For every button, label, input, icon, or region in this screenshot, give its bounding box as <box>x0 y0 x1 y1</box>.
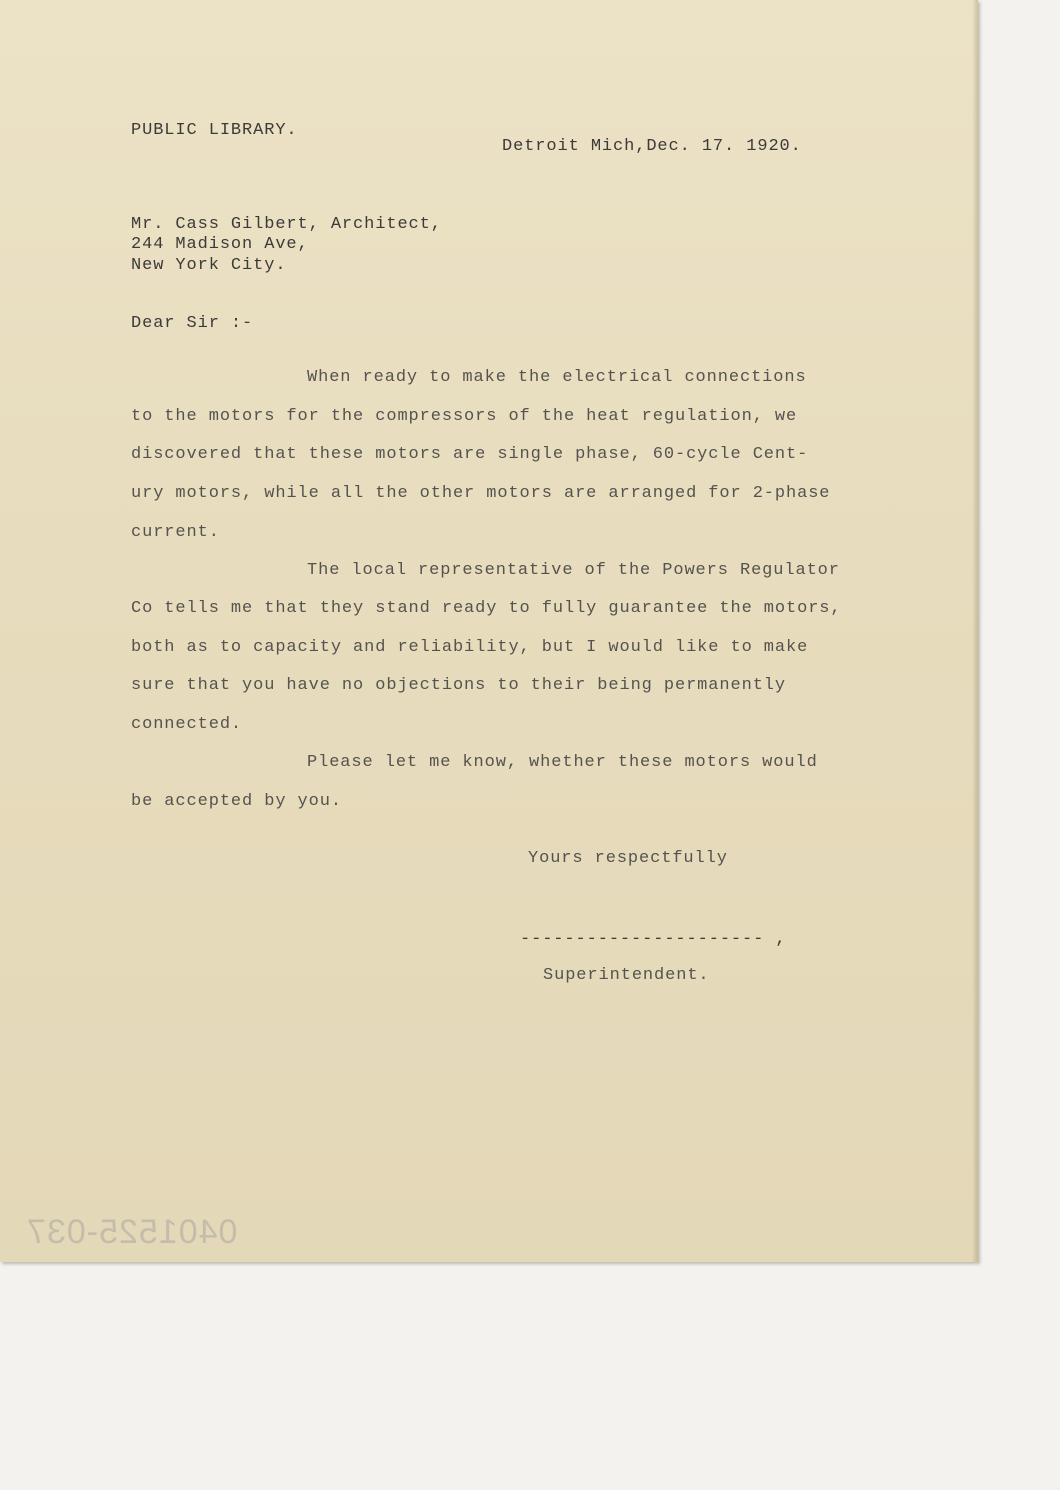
body-line: both as to capacity and reliability, but I would like to make <box>131 638 809 657</box>
body-line: The local representative of the Powers Regulator <box>307 561 840 580</box>
body-line: sure that you have no objections to their being permanently <box>131 676 786 695</box>
body-line: ury motors, while all the other motors are arranged for 2-phase <box>131 484 831 503</box>
page-edge-shadow <box>972 0 978 1262</box>
closing: Yours respectfully <box>528 849 728 868</box>
bleed-through-stamp: 0401525-037 <box>26 1213 238 1251</box>
recipient-line-3: New York City. <box>131 256 287 275</box>
body-line: discovered that these motors are single phase, 60-cycle Cent- <box>131 445 809 464</box>
body-line: current. <box>131 523 220 542</box>
body-line: When ready to make the electrical connections <box>307 368 807 387</box>
body-line: to the motors for the compressors of the heat regulation, we <box>131 407 798 426</box>
body-line: Co tells me that they stand ready to fully guarantee the motors, <box>131 599 842 618</box>
body-line: connected. <box>131 715 243 734</box>
recipient-line-2: 244 Madison Ave, <box>131 235 309 254</box>
body-line: be accepted by you. <box>131 792 342 811</box>
letterhead: PUBLIC LIBRARY. <box>131 121 298 140</box>
signature-line: ---------------------- , <box>520 930 787 949</box>
salutation: Dear Sir :- <box>131 314 254 333</box>
body-line: Please let me know, whether these motors would <box>307 753 818 772</box>
dateline: Detroit Mich,Dec. 17. 1920. <box>502 137 802 156</box>
recipient-line-1: Mr. Cass Gilbert, Architect, <box>131 215 442 234</box>
signatory-title: Superintendent. <box>543 966 710 985</box>
